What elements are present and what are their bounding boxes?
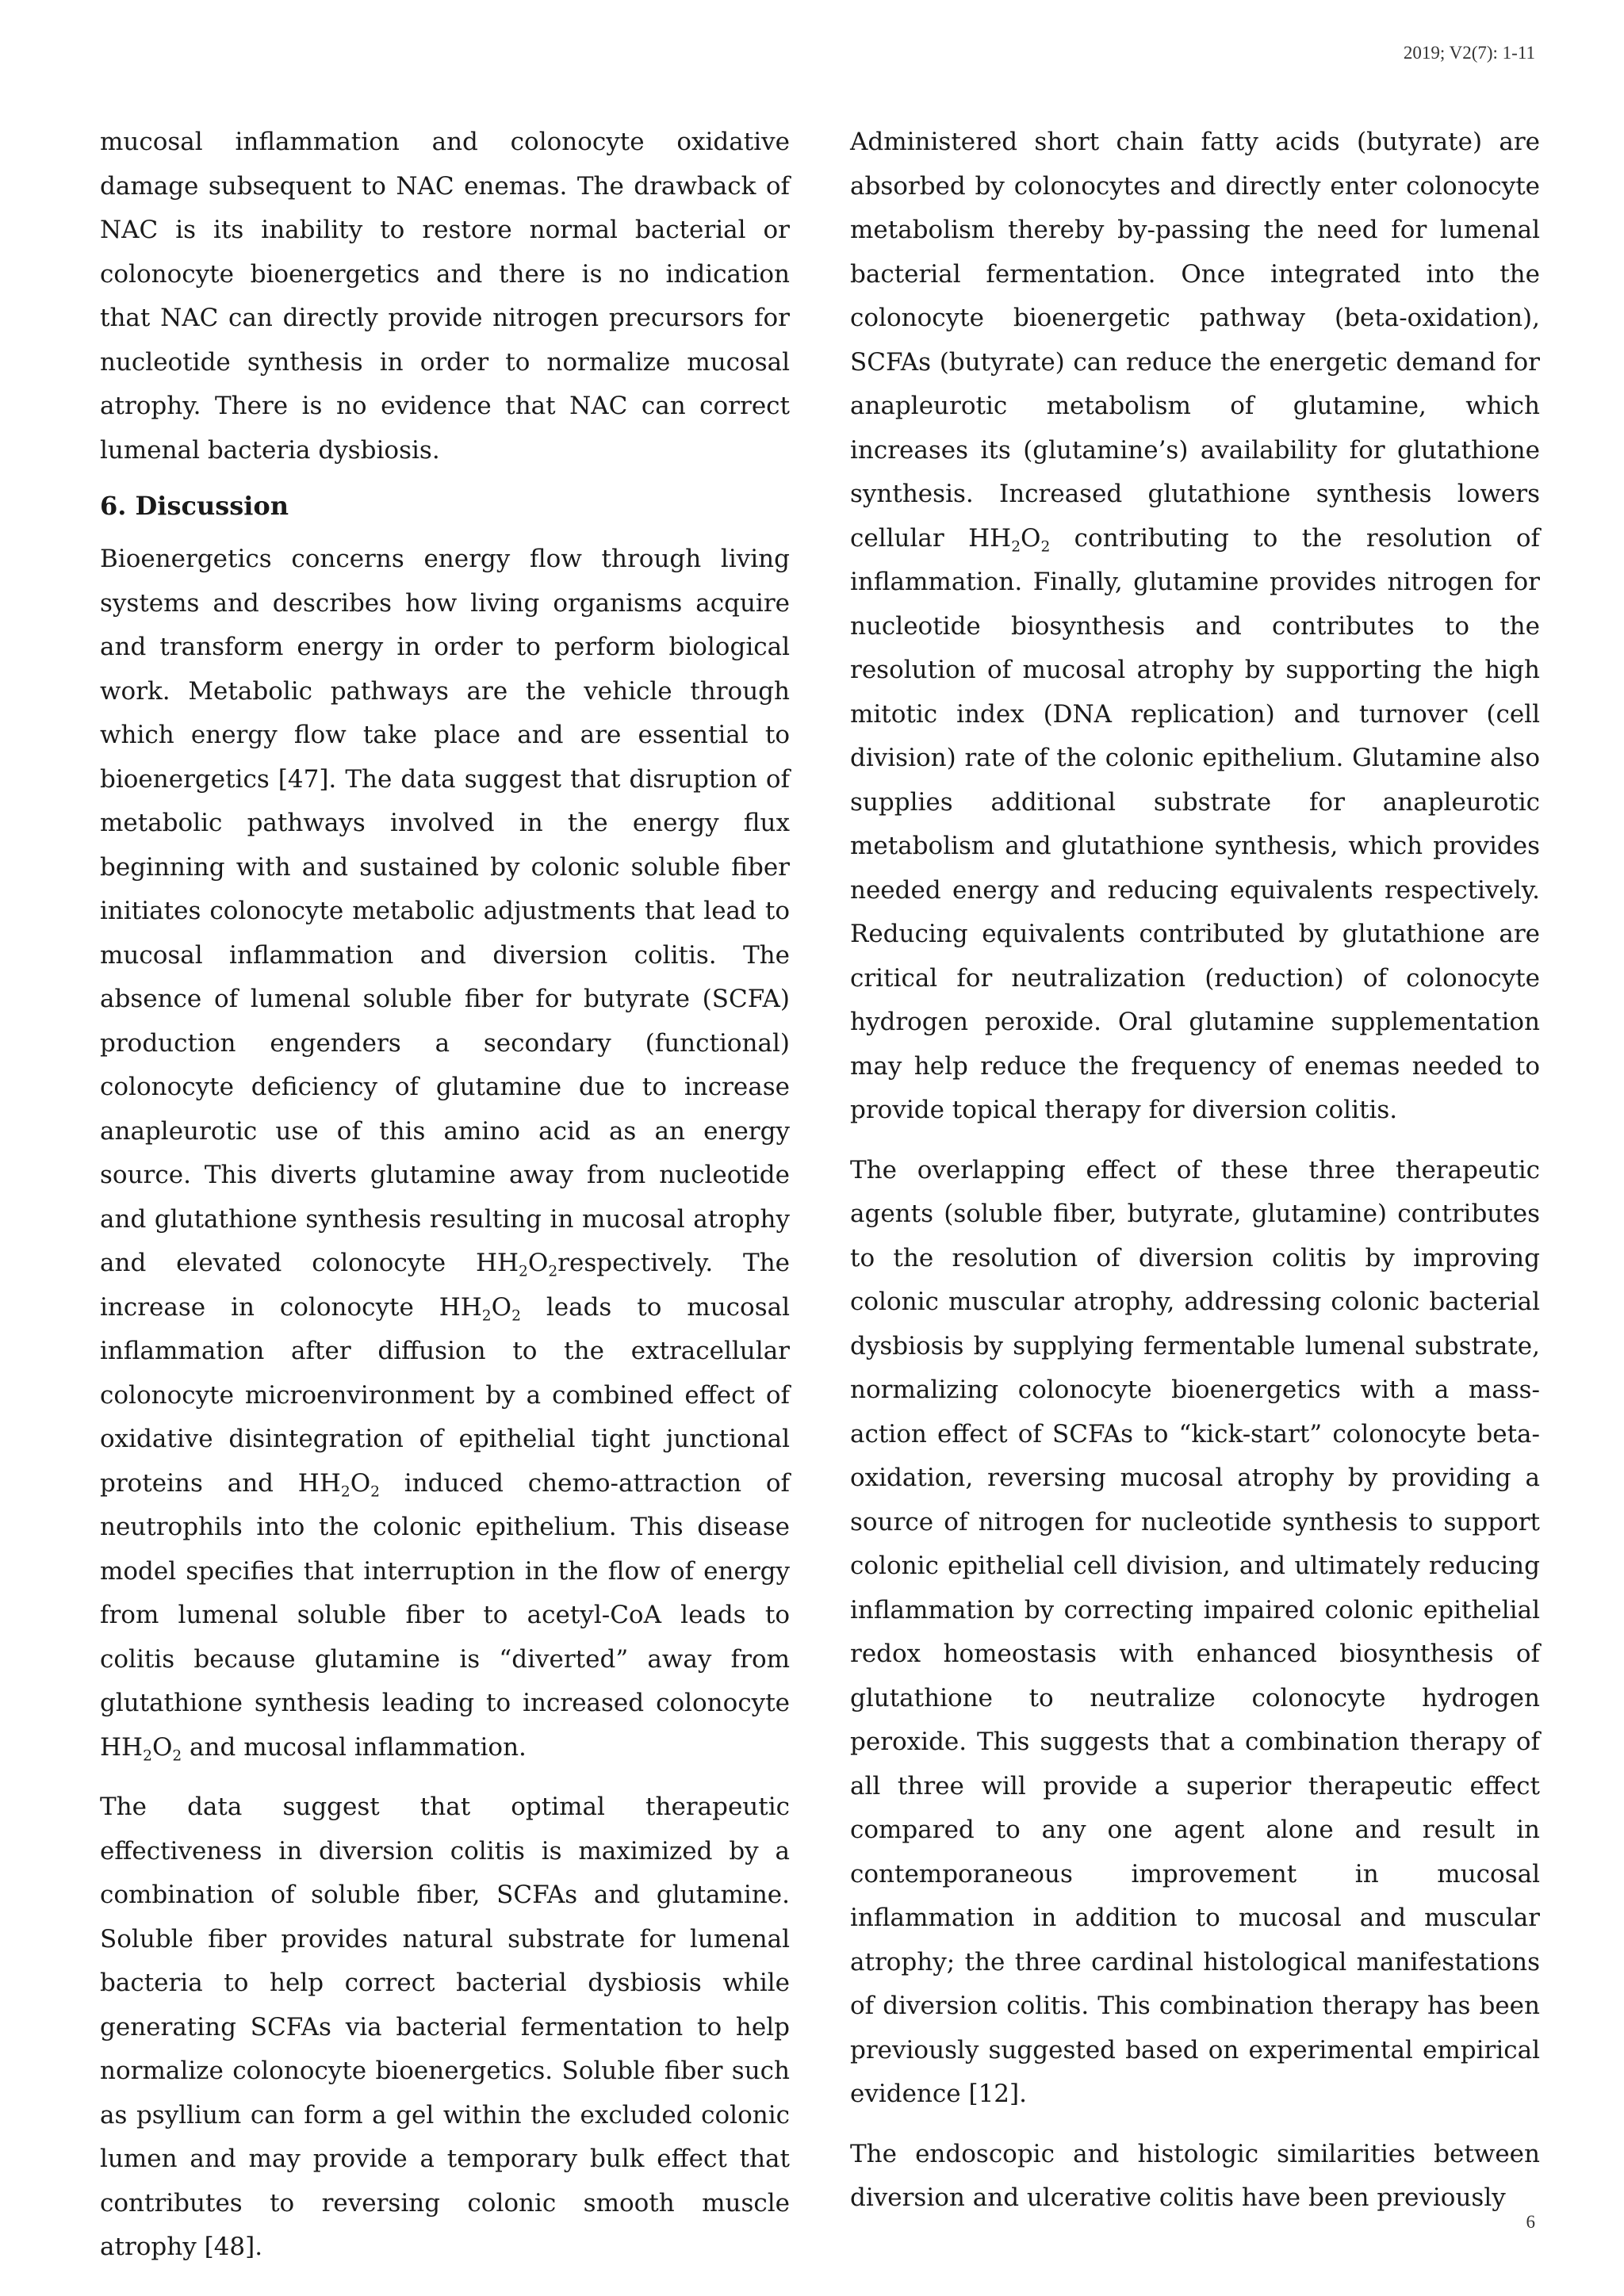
paragraph-therapeutic-effectiveness: The data suggest that optimal therapeutic effectiveness in diversion colitis is maximized by a combination of soluble fiber, SCFAs and glutamine. Soluble fiber provides natural substrate for lumenal bacteria to help correct bacterial dysbiosis while generating SCFAs via bacterial fermentation to help normalize colonocyte bioenergetics. Soluble fiber such as psyllium can form a gel within the excluded colonic lumen and may provide a temporary bulk effect that contributes to reversing colonic smooth muscle atrophy [48]. (100, 1793, 790, 2261)
section-heading-discussion: 6. Discussion (100, 491, 289, 521)
formula-subscript: 2 (143, 1747, 152, 1764)
formula-subscript: 2 (519, 1263, 528, 1280)
formula-h: H (121, 1732, 144, 1762)
formula-o: O (491, 1292, 512, 1322)
left-column (100, 121, 790, 2286)
formula-subscript: 2 (1040, 538, 1051, 555)
h2o2-formula (320, 1469, 380, 1498)
formula-h: H (497, 1249, 519, 1277)
formula-h: H (990, 523, 1012, 553)
formula-o: O (527, 1249, 549, 1277)
text-run: contributing to the resolution of inflammation. Finally, glutamine provides nitrogen for nucleotide biosynthesis and contributes to the resolution of mucosal atrophy by supporting the high mitotic index (DNA replication) and turnover (cell division) rate of the colonic epithelium. Glutamine also supplies additional substrate for anapleurotic metabolism and glutathione synthesis, which provides needed energy and reducing equivalents respectively. Reducing equivalents contributed by glutathione are critical for neutralization (reduction) of colonocyte hydrogen peroxide. Oral glutamine supplementation may help reduce the frequency of enemas needed to provide topical therapy for diversion colitis. (850, 523, 1541, 1124)
formula-subscript: 2 (340, 1483, 350, 1500)
text-run: Administered short chain fatty acids (butyrate) are absorbed by colonocytes and directly enter colonocyte metabolism thereby by-passing the need for lumenal bacterial fermentation. Once integrated into the colonocyte bioenergetic pathway (beta-oxidation), SCFAs (butyrate) can reduce the energetic demand for anapleurotic metabolism of glutamine, which increases its (glutamine’s) availability for glutathione synthesis. Increased glutathione synthesis lowers cellular H (850, 128, 1540, 553)
text-run: leads to mucosal inflammation after diffusion to the extracellular colonocyte microenvironment by a combined effect of oxidative disintegration of epithelial tight junctional proteins and H (100, 1292, 790, 1498)
right-column (850, 121, 1540, 2237)
paragraph-overlapping-effect: The overlapping effect of these three therapeutic agents (soluble fiber, butyrate, glutamine) contributes to the resolution of diversion colitis by improving colonic muscular atrophy, addressing colonic bacterial dysbiosis by supplying fermentable lumenal substrate, normalizing colonocyte bioenergetics with a mass-action effect of SCFAs to “kick-start” colonocyte beta-oxidation, reversing mucosal atrophy by providing a source of nitrogen for nucleotide synthesis to support colonic epithelial cell division, and ultimately reducing inflammation by correcting impaired colonic epithelial redox homeostasis with enhanced biosynthesis of glutathione to neutralize colonocyte hydrogen peroxide. This suggests that a combination therapy of all three will provide a superior therapeutic effect compared to any one agent alone and result in contemporaneous improvement in mucosal inflammation in addition to mucosal and muscular atrophy; the three cardinal histological manifestations of diversion colitis. This combination therapy has been previously suggested based on experimental empirical evidence [12]. (850, 1155, 1540, 2108)
formula-h: H (319, 1468, 341, 1498)
formula-h: H (460, 1292, 482, 1322)
paragraph-bioenergetics (100, 538, 790, 1770)
text-run: Bioenergetics concerns energy flow through living systems and describes how living organisms acquire and transform energy in order to perform biological work. Metabolic pathways are the vehicle through which energy flow take place and are essential to bioenergetics [47]. The data suggest that disruption of metabolic pathways involved in the energy flux beginning with and sustained by colonic soluble fiber initiates colonocyte metabolic adjustments that lead to mucosal inflammation and diversion colitis. The absence of lumenal soluble fiber for butyrate (SCFA) production engenders a secondary (functional) colonocyte deficiency of glutamine due to increase anapleurotic use of this amino acid as an energy source. This diverts glutamine away from nucleotide and glutathione synthesis resulting in mucosal atrophy and elevated colonocyte H (100, 545, 790, 1277)
formula-o: O (350, 1468, 371, 1498)
formula-subscript: 2 (172, 1747, 182, 1764)
formula-subscript: 2 (548, 1263, 558, 1280)
formula-subscript: 2 (1011, 538, 1021, 555)
h2o2-formula (497, 1249, 558, 1280)
paragraph-scfa-butyrate (850, 121, 1540, 1133)
formula-o: O (151, 1732, 173, 1762)
h2o2-formula (461, 1293, 521, 1322)
h2o2-formula (121, 1733, 182, 1762)
formula-o: O (1021, 523, 1041, 553)
journal-reference: 2019; V2(7): 1-11 (1403, 43, 1535, 63)
text-run: induced chemo-attraction of neutrophils into the colonic epithelium. This disease model specifies that interruption in the flow of energy from lumenal soluble fiber to acetyl-CoA leads to colitis because glutamine is “diverted” away from glutathione synthesis leading to increased colonocyte H (100, 1468, 790, 1762)
h2o2-formula (990, 524, 1050, 553)
formula-subscript: 2 (511, 1307, 521, 1324)
formula-subscript: 2 (370, 1483, 380, 1500)
paragraph-nac-drawback: mucosal inflammation and colonocyte oxidative damage subsequent to NAC enemas. The drawback of NAC is its inability to restore normal bacterial or colonocyte bioenergetics and there is no indication that NAC can directly provide nitrogen precursors for nucleotide synthesis in order to normalize mucosal atrophy. There is no evidence that NAC can correct lumenal bacteria dysbiosis. (100, 128, 790, 465)
formula-subscript: 2 (481, 1307, 492, 1324)
paragraph-endoscopic-similarities: The endoscopic and histologic similarities between diversion and ulcerative colitis have been previously (850, 2139, 1540, 2212)
page-number: 6 (1526, 2212, 1535, 2232)
text-run: and mucosal inflammation. (182, 1732, 527, 1762)
text-run: respectively. The increase in colonocyte H (100, 1249, 790, 1322)
